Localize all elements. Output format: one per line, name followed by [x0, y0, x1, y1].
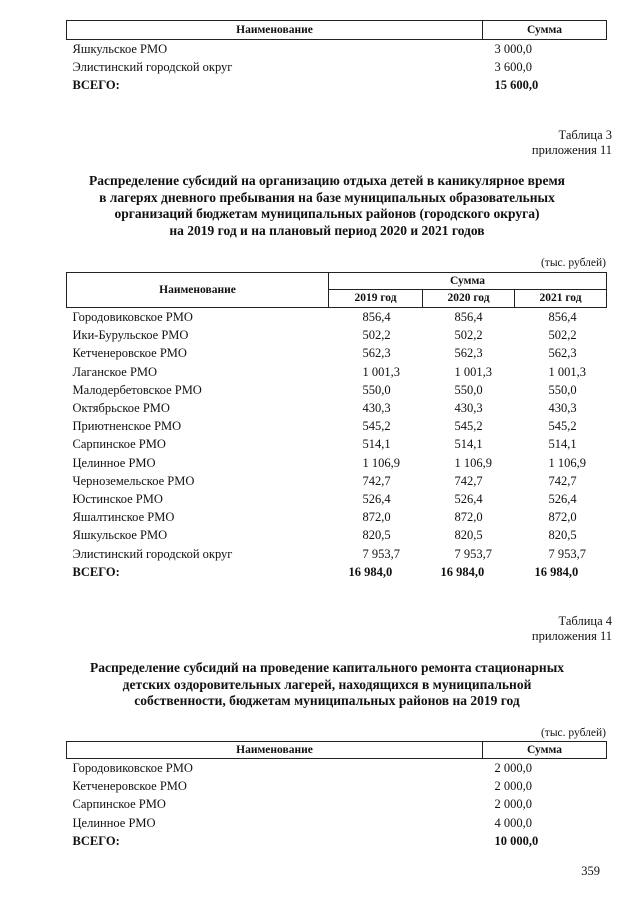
table-row [67, 326, 607, 344]
table-4 [66, 741, 607, 850]
row-value-2020: 820,5 [454, 528, 483, 543]
row-name: Городовиковское РМО [72, 761, 193, 775]
row-name: Элистинский городской округ [72, 60, 233, 75]
total-sum: 10 000,0 [494, 833, 539, 848]
column-header-sum: Сумма [329, 273, 607, 290]
row-value-2019: 856,4 [362, 310, 391, 324]
row-value-2021: 550,0 [548, 382, 577, 397]
total-row [67, 76, 607, 94]
row-value-2019: 872,0 [362, 510, 391, 525]
table-row [67, 545, 607, 563]
column-header-sum: Сумма [483, 742, 607, 759]
table-row [67, 526, 607, 544]
title-line: детских оздоровительных лагерей, находящихся в муниципальной [122, 676, 532, 692]
row-value-2021: 856,4 [548, 310, 577, 324]
table-3-label [412, 128, 612, 158]
row-value-2020: 430,3 [454, 401, 483, 416]
table-row [67, 308, 607, 327]
table-row [67, 490, 607, 508]
total-label: ВСЕГО: [72, 833, 120, 848]
title-line: на 2019 год и на плановый период 2020 и 2021 годов [169, 222, 485, 238]
column-header-2020: 2020 год [423, 290, 515, 308]
table-row [67, 795, 607, 813]
total-value-2021: 16 984,0 [534, 564, 579, 579]
row-value-2019: 7 953,7 [362, 546, 400, 561]
row-sum: 2 000,0 [494, 797, 532, 812]
total-row [67, 563, 607, 581]
row-value-2019: 820,5 [362, 528, 391, 543]
title-line: Распределение субсидий на проведение капитального ремонта стационарных [90, 660, 564, 675]
title-line: собственности, бюджетам муниципальных районов на 2019 год [134, 693, 520, 708]
table-3-appendix: приложения 11 [531, 143, 612, 157]
row-name: Приютненское РМО [72, 419, 182, 434]
table-3-number: Таблица 3 [558, 128, 612, 142]
table-4-unit: (тыс. рублей) [540, 727, 606, 739]
row-sum: 2 000,0 [494, 779, 532, 794]
row-value-2021: 514,1 [548, 437, 577, 452]
table-3-title [40, 173, 614, 239]
table-row [67, 759, 607, 778]
row-value-2020: 1 106,9 [454, 455, 492, 470]
row-value-2020: 550,0 [454, 382, 483, 397]
table-row [67, 454, 607, 472]
total-row [67, 832, 607, 850]
total-label: ВСЕГО: [72, 564, 120, 579]
row-name: Малодербетовское РМО [72, 382, 202, 397]
row-value-2020: 1 001,3 [454, 364, 492, 379]
table-row [67, 363, 607, 381]
row-value-2020: 514,1 [454, 437, 483, 452]
row-name: Элистинский городской округ [72, 546, 233, 561]
row-name: Кетченеровское РМО [72, 346, 187, 361]
row-sum: 3 600,0 [494, 60, 532, 75]
title-line: Распределение субсидий на организацию отдыха детей в каникулярное время [89, 173, 565, 188]
row-value-2021: 1 001,3 [548, 364, 586, 379]
row-value-2021: 872,0 [548, 510, 577, 525]
row-name: Кетченеровское РМО [72, 779, 187, 794]
row-value-2021: 502,2 [548, 328, 577, 343]
row-name: Целинное РМО [72, 815, 156, 830]
row-value-2019: 430,3 [362, 401, 391, 416]
total-value-2020: 16 984,0 [440, 564, 485, 579]
row-value-2020: 502,2 [454, 328, 483, 343]
row-value-2019: 526,4 [362, 492, 391, 507]
row-name: Городовиковское РМО [72, 310, 193, 324]
table-row [67, 344, 607, 362]
row-value-2020: 856,4 [454, 310, 483, 324]
row-value-2020: 526,4 [454, 492, 483, 507]
table-2 [66, 20, 607, 95]
row-name: Сарпинское РМО [72, 797, 166, 812]
row-value-2019: 545,2 [362, 419, 391, 434]
column-header-2019: 2019 год [329, 290, 423, 308]
total-sum: 15 600,0 [494, 78, 539, 93]
column-header-name: Наименование [67, 273, 329, 308]
row-sum: 3 000,0 [494, 42, 532, 56]
row-value-2021: 562,3 [548, 346, 577, 361]
table-row [67, 777, 607, 795]
row-sum: 2 000,0 [494, 761, 532, 775]
row-value-2019: 502,2 [362, 328, 391, 343]
column-header-2021: 2021 год [515, 290, 607, 308]
row-value-2019: 1 001,3 [362, 364, 400, 379]
column-header-name: Наименование [67, 21, 483, 40]
row-value-2019: 562,3 [362, 346, 391, 361]
table-row [67, 814, 607, 832]
row-value-2021: 526,4 [548, 492, 577, 507]
row-value-2021: 1 106,9 [548, 455, 586, 470]
row-value-2019: 742,7 [362, 473, 391, 488]
row-name: Черноземельское РМО [72, 473, 195, 488]
page-number: 359 [581, 864, 600, 878]
total-label: ВСЕГО: [72, 78, 120, 93]
table-row [67, 40, 607, 59]
row-name: Сарпинское РМО [72, 437, 166, 452]
table-row [67, 472, 607, 490]
row-name: Яшалтинское РМО [72, 510, 175, 525]
row-sum: 4 000,0 [494, 815, 532, 830]
row-value-2020: 545,2 [454, 419, 483, 434]
table-row [67, 399, 607, 417]
row-value-2020: 872,0 [454, 510, 483, 525]
table-3 [66, 272, 607, 581]
table-4-appendix: приложения 11 [531, 629, 612, 643]
table-row [67, 508, 607, 526]
row-value-2019: 514,1 [362, 437, 391, 452]
table-row [67, 435, 607, 453]
row-value-2020: 742,7 [454, 473, 483, 488]
row-name: Октябрьское РМО [72, 401, 170, 416]
row-name: Целинное РМО [72, 455, 156, 470]
row-value-2021: 7 953,7 [548, 546, 586, 561]
table-4-title [40, 660, 614, 710]
column-header-sum: Сумма [483, 21, 607, 40]
row-value-2019: 550,0 [362, 382, 391, 397]
row-name: Юстинское РМО [72, 492, 163, 507]
table-row [67, 381, 607, 399]
title-line: в лагерях дневного пребывания на базе муниципальных образовательных [99, 189, 555, 205]
table-4-label [412, 614, 612, 644]
table-4-number: Таблица 4 [558, 614, 612, 628]
row-value-2020: 562,3 [454, 346, 483, 361]
row-name: Яшкульское РМО [72, 528, 168, 543]
row-name: Яшкульское РМО [72, 42, 168, 56]
row-name: Ики-Бурульское РМО [72, 328, 189, 343]
table-row [67, 417, 607, 435]
row-value-2021: 545,2 [548, 419, 577, 434]
table-3-unit: (тыс. рублей) [540, 257, 606, 269]
column-header-name: Наименование [67, 742, 483, 759]
row-value-2021: 430,3 [548, 401, 577, 416]
total-value-2019: 16 984,0 [348, 564, 393, 579]
row-value-2019: 1 106,9 [362, 455, 400, 470]
table-row [67, 58, 607, 76]
row-name: Лаганское РМО [72, 364, 158, 379]
title-line: организаций бюджетам муниципальных районов (городского округа) [114, 206, 540, 221]
row-value-2021: 742,7 [548, 473, 577, 488]
row-value-2020: 7 953,7 [454, 546, 492, 561]
row-value-2021: 820,5 [548, 528, 577, 543]
